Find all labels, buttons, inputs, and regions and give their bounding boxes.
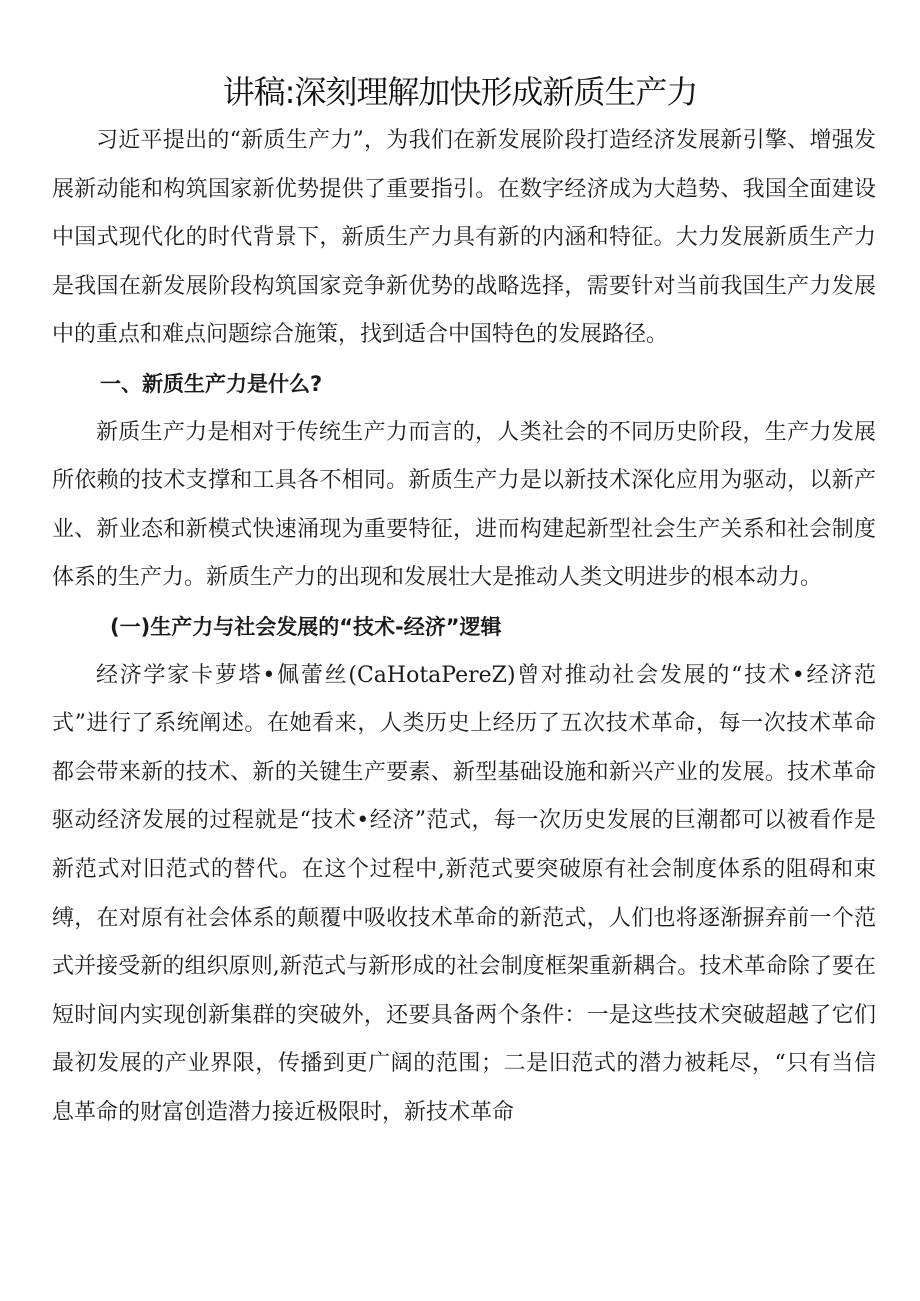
document-body bbox=[52, 117, 876, 1137]
document-title: 讲稿:深刻理解加快形成新质生产力 bbox=[222, 73, 698, 111]
subsection-1-heading: (一)生产力与社会发展的“技术-经济”逻辑 bbox=[110, 614, 502, 639]
subsection-1-paragraph: 经济学家卡萝塔•佩蕾丝(CaHotaPereZ)曾对推动社会发展的“技术•经济范式”进行了系统阐述。在她看来，人类历史上经历了五次技术革命，每一次技术革命都会带来新的技术、新的关键生产要素、新型基础设施和新兴产业的发展。技术革命驱动经济发展的过程就是“技术•经济”范式，每一次历史发展的巨潮都可以被看作是新范式对旧范式的替代。在这个过程中,新范式要突破原有社会制度体系的阻碍和束缚，在对原有社会体系的颠覆中吸收技术革命的新范式，人们也将逐渐摒弃前一个范式并接受新的组织原则,新范式与新形成的社会制度框架重新耦合。技术革命除了要在短时间内实现创新集群的突破外，还要具备两个条件：一是这些技术突破超越了它们最初发展的产业界限，传播到更广阔的范围；二是旧范式的潜力被耗尽，“只有当信息革命的财富创造潜力接近极限时，新技术革命 bbox=[52, 662, 876, 1125]
intro-paragraph: 习近平提出的“新质生产力”，为我们在新发展阶段打造经济发展新引擎、增强发展新动能和构筑国家新优势提供了重要指引。在数字经济成为大趋势、我国全面建设中国式现代化的时代背景下，新质生产力具有新的内涵和特征。大力发展新质生产力是我国在新发展阶段构筑国家竞争新优势的战略选择，需要针对当前我国生产力发展中的重点和难点问题综合施策，找到适合中国特色的发展路径。 bbox=[52, 128, 876, 348]
section-1-heading: 一、新质生产力是什么? bbox=[100, 371, 323, 396]
section-1-paragraph: 新质生产力是相对于传统生产力而言的，人类社会的不同历史阶段，生产力发展所依赖的技术支撑和工具各不相同。新质生产力是以新技术深化应用为驱动，以新产业、新业态和新模式快速涌现为重要特征，进而构建起新型社会生产关系和社会制度体系的生产力。新质生产力的出现和发展壮大是推动人类文明进步的根本动力。 bbox=[52, 419, 876, 591]
